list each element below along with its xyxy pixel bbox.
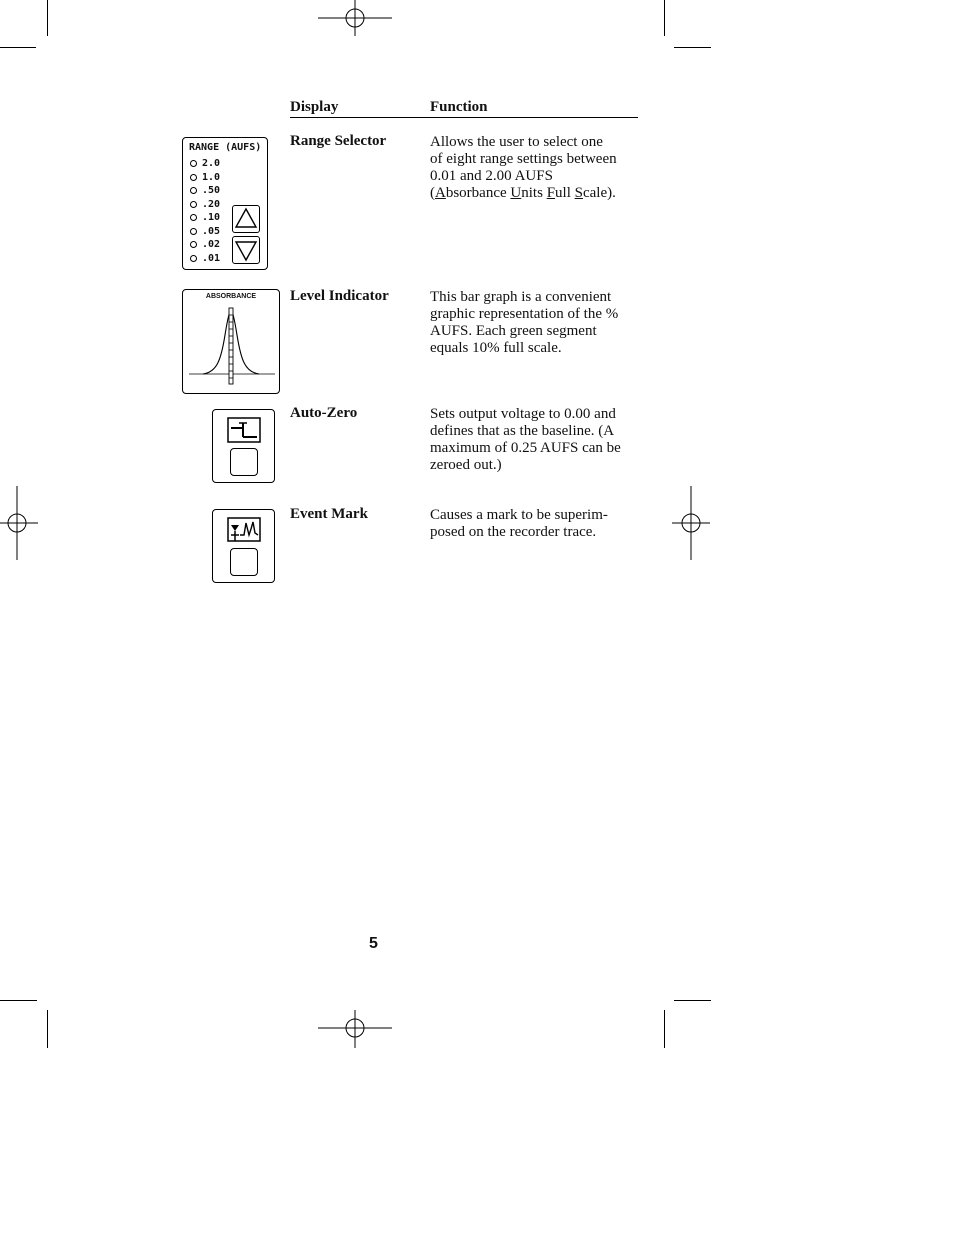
range-option-value: .05 (202, 225, 221, 237)
range-option-value: .02 (202, 239, 221, 251)
desc-part: ull (555, 185, 575, 201)
led-indicator-icon (190, 160, 197, 167)
range-option[interactable] (190, 184, 220, 198)
range-option[interactable] (190, 171, 220, 185)
auto-zero-description (430, 406, 642, 474)
desc-part: U (510, 185, 522, 201)
desc-line: 0.01 and 2.00 AUFS (430, 168, 553, 184)
desc-line: defines that as the baseline. (A (430, 423, 615, 439)
range-option-value: .50 (202, 185, 221, 197)
auto-zero-panel (212, 409, 275, 483)
range-option-value: .10 (202, 212, 221, 224)
range-option-value: .01 (202, 252, 221, 264)
desc-part: ( (430, 185, 435, 201)
auto-zero-button[interactable] (230, 448, 258, 476)
range-option-list (190, 157, 220, 265)
event-mark-label: Event Mark (290, 506, 368, 522)
led-indicator-icon (190, 228, 197, 235)
desc-part: F (546, 185, 556, 201)
desc-line (430, 185, 642, 202)
page-number: 5 (369, 935, 378, 952)
led-indicator-icon (190, 174, 197, 181)
range-option[interactable] (190, 238, 220, 252)
desc-line: posed on the recorder trace. (430, 524, 597, 540)
range-option-value: .20 (202, 198, 221, 210)
event-mark-button[interactable] (230, 548, 258, 576)
desc-line: maximum of 0.25 AUFS can be (430, 440, 621, 456)
range-up-button[interactable] (232, 205, 260, 233)
absorbance-title: ABSORBANCE (205, 293, 257, 300)
range-option[interactable] (190, 225, 220, 239)
desc-line: This bar graph is a convenient (430, 289, 612, 305)
range-selector-description (430, 134, 642, 202)
level-indicator-label: Level Indicator (290, 288, 389, 304)
led-indicator-icon (190, 187, 197, 194)
desc-line: equals 10% full scale. (430, 340, 562, 356)
range-selector-label: Range Selector (290, 133, 387, 149)
event-mark-panel (212, 509, 275, 583)
led-indicator-icon (190, 201, 197, 208)
event-mark-description (430, 507, 642, 541)
auto-zero-label: Auto-Zero (290, 405, 358, 421)
range-panel-title: RANGE (AUFS) (189, 142, 262, 153)
range-option[interactable] (190, 252, 220, 266)
desc-part: nits (521, 185, 547, 201)
led-indicator-icon (190, 241, 197, 248)
desc-line: Causes a mark to be superim- (430, 507, 608, 523)
registration-mark-left (0, 484, 40, 564)
desc-line: zeroed out.) (430, 457, 502, 473)
desc-line: AUFS. Each green segment (430, 323, 597, 339)
desc-part: bsorbance (445, 185, 511, 201)
auto-zero-icon (227, 417, 261, 443)
range-option[interactable] (190, 157, 220, 171)
led-indicator-icon (190, 214, 197, 221)
desc-part: A (435, 185, 446, 201)
desc-line: graphic representation of the % (430, 306, 619, 322)
registration-mark-top (316, 0, 396, 40)
desc-line: of eight range settings between (430, 151, 617, 167)
function-column-header: Function (430, 99, 488, 115)
triangle-up-icon (233, 206, 259, 232)
level-indicator-panel (182, 289, 280, 394)
registration-mark-bottom (316, 1010, 396, 1050)
led-indicator-icon (190, 255, 197, 262)
range-option[interactable] (190, 211, 220, 225)
range-option[interactable] (190, 198, 220, 212)
level-indicator-description (430, 289, 642, 357)
desc-line: Allows the user to select one (430, 134, 603, 150)
header-rule (290, 117, 638, 118)
event-mark-icon (227, 517, 261, 543)
range-down-button[interactable] (232, 236, 260, 264)
desc-line: Sets output voltage to 0.00 and (430, 406, 616, 422)
range-option-value: 2.0 (202, 158, 221, 170)
desc-part: S (574, 185, 583, 201)
absorbance-peak-icon (183, 290, 279, 393)
desc-part: cale). (582, 185, 616, 201)
display-column-header: Display (290, 99, 339, 115)
range-selector-panel (182, 137, 268, 270)
registration-mark-right (670, 484, 710, 564)
triangle-down-icon (233, 237, 259, 263)
range-option-value: 1.0 (202, 171, 221, 183)
